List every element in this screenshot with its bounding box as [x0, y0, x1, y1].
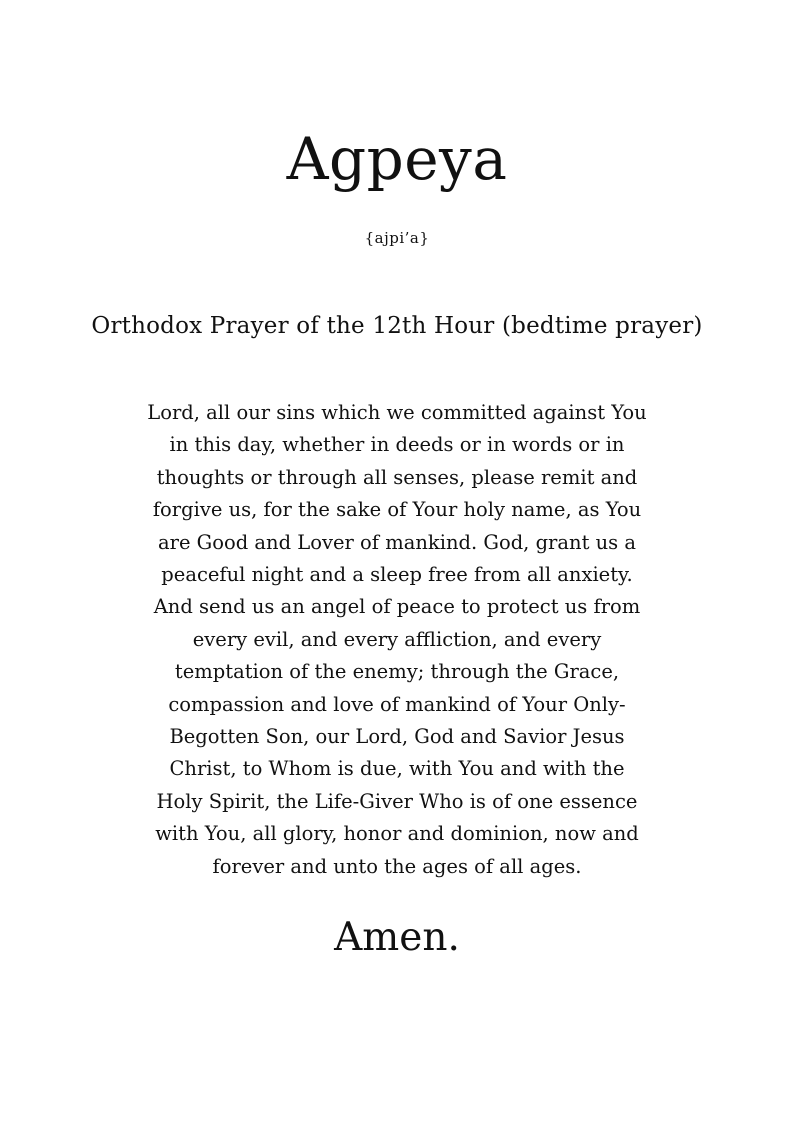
prayer-line: are Good and Lover of mankind. God, grant us a	[158, 530, 636, 554]
prayer-line: compassion and love of mankind of Your Only-	[168, 692, 626, 716]
prayer-line: forgive us, for the sake of Your holy name, as You	[152, 498, 642, 522]
prayer-line: Holy Spirit, the Life-Giver Who is of one essence	[156, 789, 638, 813]
prayer-line: every evil, and every affliction, and every	[192, 627, 602, 651]
prayer-line: in this day, whether in deeds or in words or in	[169, 433, 625, 457]
transliteration: {ajpi’a}	[364, 229, 430, 247]
closing-amen: Amen.	[334, 915, 460, 960]
prayer-line: thoughts or through all senses, please remit and	[156, 465, 638, 489]
prayer-line: And send us an angel of peace to protect us from	[153, 595, 641, 619]
page-title: Agpeya	[286, 125, 508, 193]
prayer-line: forever and unto the ages of all ages.	[212, 854, 582, 878]
prayer-line: Christ, to Whom is due, with You and with the	[169, 757, 625, 781]
prayer-subtitle: Orthodox Prayer of the 12th Hour (bedtime prayer)	[91, 313, 703, 339]
prayer-line: Lord, all our sins which we committed against You	[147, 401, 647, 424]
prayer-text	[118, 397, 676, 883]
prayer-line: with You, all glory, honor and dominion, now and	[155, 822, 639, 846]
prayer-line: Begotten Son, our Lord, God and Savior Jesus	[169, 725, 625, 749]
prayer-line: peaceful night and a sleep free from all anxiety.	[161, 563, 633, 587]
prayer-line: temptation of the enemy; through the Grace,	[174, 660, 620, 684]
